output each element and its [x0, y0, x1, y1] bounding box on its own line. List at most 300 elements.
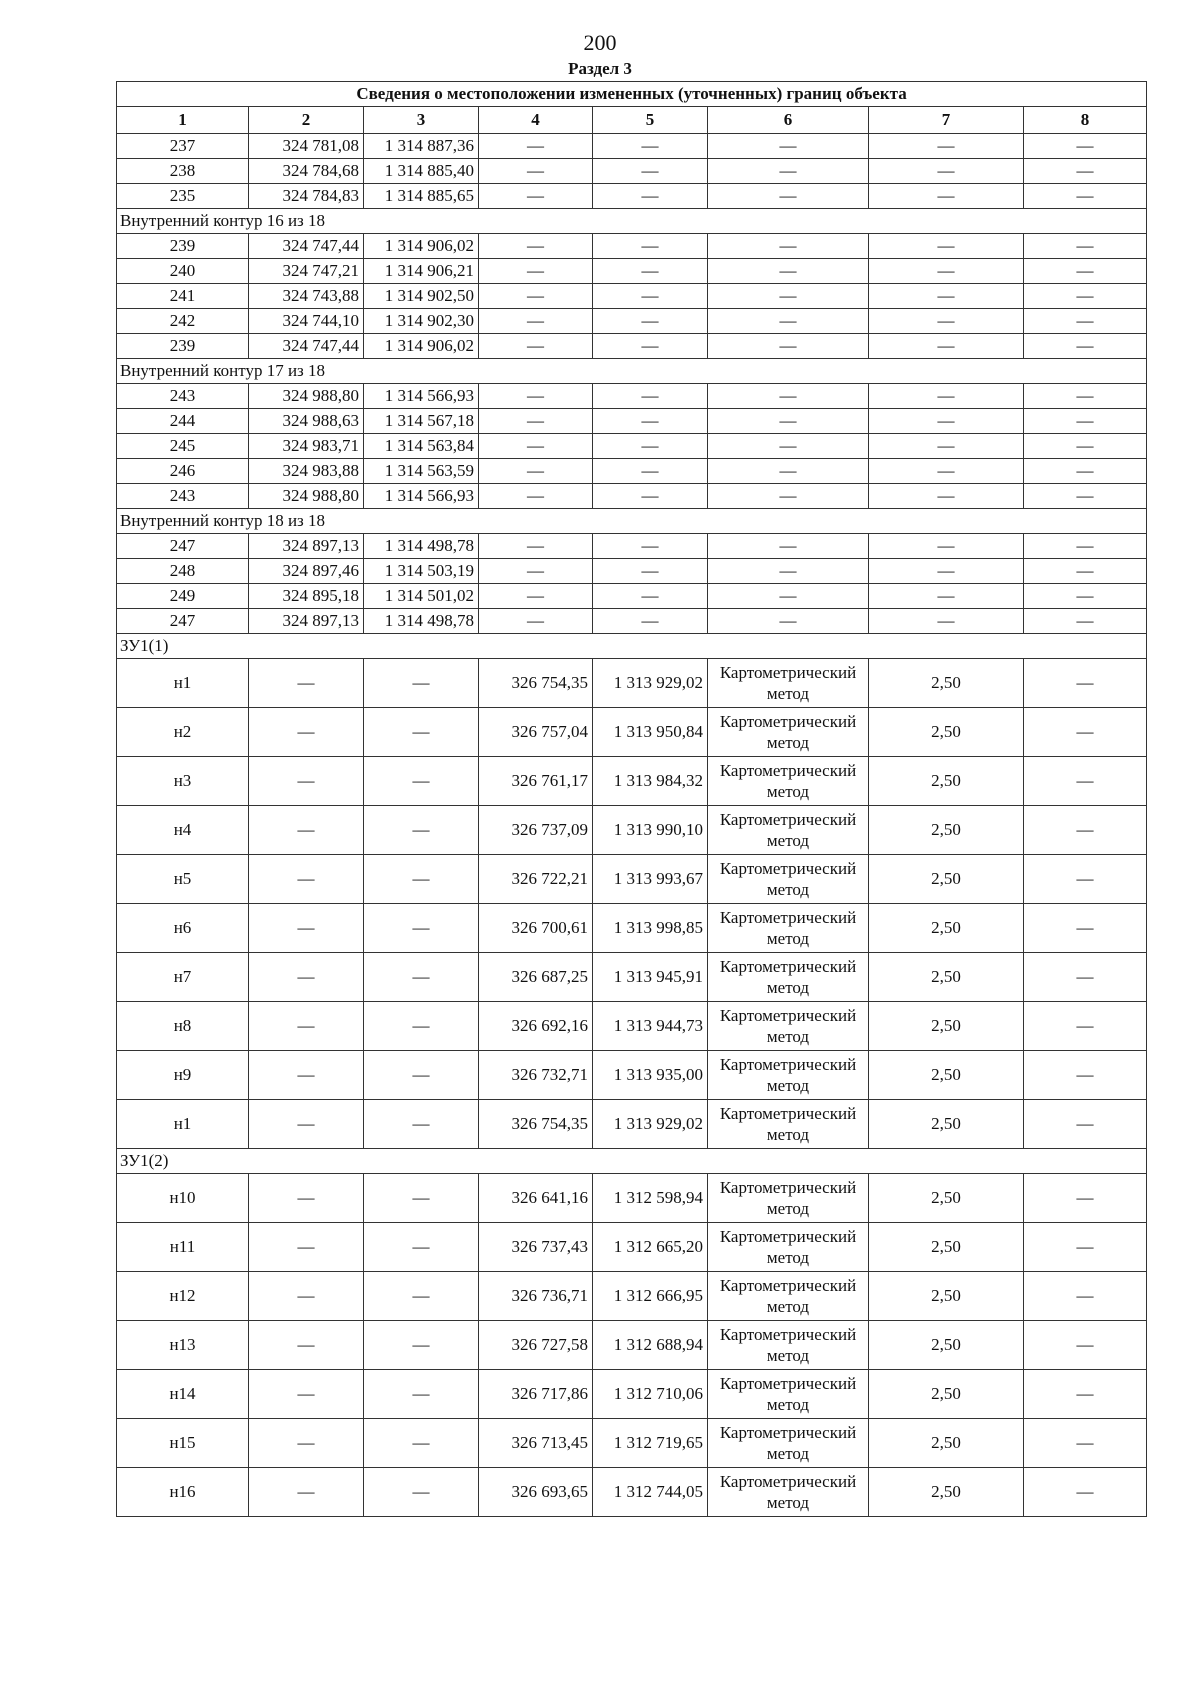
table-cell-col-8: —: [1024, 1468, 1147, 1517]
table-row: [117, 1051, 1147, 1100]
table-cell-col-2: 324 988,80: [249, 484, 364, 509]
column-number: 5: [593, 107, 708, 134]
table-cell-col-3: —: [364, 1419, 479, 1468]
table-cell-col-2: —: [249, 1272, 364, 1321]
table-cell-col-3: 1 314 906,02: [364, 234, 479, 259]
table-cell-col-6: —: [708, 609, 869, 634]
table-cell-col-3: —: [364, 1051, 479, 1100]
table-cell-col-3: 1 314 563,84: [364, 434, 479, 459]
table-cell-col-3: 1 314 906,02: [364, 334, 479, 359]
table-cell-col-4: —: [479, 134, 593, 159]
table-cell-col-1: н9: [117, 1051, 249, 1100]
table-cell-col-4: 326 736,71: [479, 1272, 593, 1321]
contour-heading: Внутренний контур 17 из 18: [117, 359, 1147, 384]
table-cell-col-8: —: [1024, 534, 1147, 559]
table-cell-col-3: 1 314 902,30: [364, 309, 479, 334]
table-cell-col-1: 235: [117, 184, 249, 209]
table-cell-col-2: 324 747,21: [249, 259, 364, 284]
table-cell-col-6: —: [708, 434, 869, 459]
table-cell-col-5: —: [593, 484, 708, 509]
table-cell-col-1: н8: [117, 1002, 249, 1051]
table-cell-col-1: 247: [117, 609, 249, 634]
table-row: [117, 1468, 1147, 1517]
table-cell-col-7: —: [869, 584, 1024, 609]
contour-heading-row: [117, 1149, 1147, 1174]
table-cell-col-3: —: [364, 1100, 479, 1149]
table-cell-col-8: —: [1024, 159, 1147, 184]
table-row: [117, 309, 1147, 334]
table-cell-col-5: —: [593, 609, 708, 634]
table-cell-col-2: 324 897,13: [249, 534, 364, 559]
table-row: [117, 559, 1147, 584]
table-cell-col-4: 326 717,86: [479, 1370, 593, 1419]
table-cell-col-8: —: [1024, 1223, 1147, 1272]
table-cell-col-3: 1 314 566,93: [364, 484, 479, 509]
table-cell-col-7: —: [869, 134, 1024, 159]
table-row: [117, 1174, 1147, 1223]
table-cell-col-3: —: [364, 1174, 479, 1223]
table-cell-col-2: 324 897,46: [249, 559, 364, 584]
table-cell-col-7: 2,50: [869, 1051, 1024, 1100]
table-cell-col-8: —: [1024, 1370, 1147, 1419]
table-cell-col-7: —: [869, 559, 1024, 584]
table-cell-col-4: 326 737,09: [479, 806, 593, 855]
table-cell-col-2: —: [249, 659, 364, 708]
table-cell-col-7: —: [869, 334, 1024, 359]
table-cell-col-6: Картометрический метод: [708, 757, 869, 806]
table-cell-col-6: Картометрический метод: [708, 1223, 869, 1272]
table-cell-col-4: 326 692,16: [479, 1002, 593, 1051]
table-cell-col-8: —: [1024, 1174, 1147, 1223]
table-cell-col-4: —: [479, 484, 593, 509]
table-cell-col-5: 1 313 950,84: [593, 708, 708, 757]
table-cell-col-1: н3: [117, 757, 249, 806]
table-cell-col-4: —: [479, 584, 593, 609]
table-cell-col-1: н15: [117, 1419, 249, 1468]
table-cell-col-7: 2,50: [869, 1223, 1024, 1272]
table-cell-col-7: —: [869, 459, 1024, 484]
table-cell-col-1: 243: [117, 484, 249, 509]
table-cell-col-1: н11: [117, 1223, 249, 1272]
table-cell-col-3: —: [364, 659, 479, 708]
table-cell-col-3: —: [364, 1223, 479, 1272]
table-cell-col-4: —: [479, 159, 593, 184]
table-cell-col-4: —: [479, 334, 593, 359]
table-cell-col-6: Картометрический метод: [708, 806, 869, 855]
table-cell-col-2: 324 784,83: [249, 184, 364, 209]
table-cell-col-4: 326 732,71: [479, 1051, 593, 1100]
table-row: [117, 334, 1147, 359]
contour-heading-row: [117, 509, 1147, 534]
table-cell-col-5: —: [593, 184, 708, 209]
column-number: 7: [869, 107, 1024, 134]
table-cell-col-5: 1 313 945,91: [593, 953, 708, 1002]
table-cell-col-3: —: [364, 953, 479, 1002]
table-cell-col-7: 2,50: [869, 659, 1024, 708]
table-cell-col-3: 1 314 563,59: [364, 459, 479, 484]
table-cell-col-7: 2,50: [869, 904, 1024, 953]
table-cell-col-5: 1 313 984,32: [593, 757, 708, 806]
table-row: [117, 159, 1147, 184]
contour-heading-row: [117, 209, 1147, 234]
table-cell-col-5: 1 312 719,65: [593, 1419, 708, 1468]
table-cell-col-6: Картометрический метод: [708, 1272, 869, 1321]
column-number: 8: [1024, 107, 1147, 134]
table-cell-col-3: 1 314 887,36: [364, 134, 479, 159]
table-cell-col-6: —: [708, 159, 869, 184]
table-cell-col-6: Картометрический метод: [708, 904, 869, 953]
table-cell-col-1: 241: [117, 284, 249, 309]
table-cell-col-3: 1 314 567,18: [364, 409, 479, 434]
table-cell-col-7: 2,50: [869, 953, 1024, 1002]
table-cell-col-6: —: [708, 409, 869, 434]
table-cell-col-6: Картометрический метод: [708, 855, 869, 904]
table-cell-col-4: 326 761,17: [479, 757, 593, 806]
table-cell-col-8: —: [1024, 1419, 1147, 1468]
table-cell-col-8: —: [1024, 1100, 1147, 1149]
table-cell-col-7: —: [869, 234, 1024, 259]
table-cell-col-6: —: [708, 184, 869, 209]
table-cell-col-2: —: [249, 1174, 364, 1223]
table-cell-col-8: —: [1024, 484, 1147, 509]
table-cell-col-7: —: [869, 259, 1024, 284]
table-cell-col-8: —: [1024, 609, 1147, 634]
table-cell-col-1: 245: [117, 434, 249, 459]
table-cell-col-5: 1 313 998,85: [593, 904, 708, 953]
table-cell-col-2: —: [249, 1100, 364, 1149]
table-row: [117, 904, 1147, 953]
table-cell-col-1: н6: [117, 904, 249, 953]
table-cell-col-8: —: [1024, 259, 1147, 284]
table-cell-col-1: н16: [117, 1468, 249, 1517]
table-row: [117, 284, 1147, 309]
table-cell-col-3: 1 314 885,65: [364, 184, 479, 209]
table-cell-col-1: 239: [117, 334, 249, 359]
table-cell-col-7: —: [869, 484, 1024, 509]
table-cell-col-8: —: [1024, 184, 1147, 209]
table-cell-col-2: —: [249, 1223, 364, 1272]
table-cell-col-7: —: [869, 159, 1024, 184]
table-cell-col-5: 1 312 710,06: [593, 1370, 708, 1419]
table-cell-col-4: —: [479, 534, 593, 559]
table-cell-col-5: 1 313 990,10: [593, 806, 708, 855]
table-cell-col-5: 1 313 929,02: [593, 659, 708, 708]
table-cell-col-8: —: [1024, 757, 1147, 806]
column-number: 3: [364, 107, 479, 134]
table-cell-col-5: 1 312 688,94: [593, 1321, 708, 1370]
table-cell-col-4: —: [479, 434, 593, 459]
table-cell-col-8: —: [1024, 284, 1147, 309]
table-cell-col-5: —: [593, 234, 708, 259]
contour-heading-row: [117, 359, 1147, 384]
table-cell-col-1: н2: [117, 708, 249, 757]
table-cell-col-3: 1 314 906,21: [364, 259, 479, 284]
table-cell-col-5: —: [593, 134, 708, 159]
table-cell-col-1: н10: [117, 1174, 249, 1223]
table-row: [117, 259, 1147, 284]
table-cell-col-8: —: [1024, 1002, 1147, 1051]
table-cell-col-6: —: [708, 384, 869, 409]
table-row: [117, 855, 1147, 904]
table-cell-col-6: Картометрический метод: [708, 1100, 869, 1149]
table-cell-col-5: 1 312 744,05: [593, 1468, 708, 1517]
table-cell-col-4: 326 713,45: [479, 1419, 593, 1468]
table-caption: Сведения о местоположении измененных (уточненных) границ объекта: [117, 82, 1147, 107]
table-cell-col-1: 248: [117, 559, 249, 584]
table-cell-col-2: 324 747,44: [249, 334, 364, 359]
table-cell-col-8: —: [1024, 334, 1147, 359]
table-cell-col-2: —: [249, 1419, 364, 1468]
table-cell-col-2: 324 895,18: [249, 584, 364, 609]
table-cell-col-4: —: [479, 409, 593, 434]
table-cell-col-3: 1 314 498,78: [364, 609, 479, 634]
table-cell-col-8: —: [1024, 659, 1147, 708]
table-cell-col-4: 326 722,21: [479, 855, 593, 904]
table-cell-col-7: 2,50: [869, 1100, 1024, 1149]
table-cell-col-8: —: [1024, 234, 1147, 259]
table-cell-col-6: Картометрический метод: [708, 953, 869, 1002]
table-cell-col-4: —: [479, 609, 593, 634]
table-cell-col-5: —: [593, 459, 708, 484]
table-cell-col-1: н1: [117, 659, 249, 708]
table-row: [117, 1272, 1147, 1321]
table-cell-col-7: —: [869, 534, 1024, 559]
table-cell-col-5: —: [593, 584, 708, 609]
table-cell-col-3: —: [364, 1321, 479, 1370]
table-cell-col-2: 324 747,44: [249, 234, 364, 259]
table-cell-col-4: —: [479, 559, 593, 584]
table-row: [117, 534, 1147, 559]
table-cell-col-5: —: [593, 309, 708, 334]
table-cell-col-7: —: [869, 184, 1024, 209]
boundary-coordinates-table: [116, 81, 1147, 1517]
table-cell-col-8: —: [1024, 1272, 1147, 1321]
table-row: [117, 484, 1147, 509]
table-cell-col-4: 326 641,16: [479, 1174, 593, 1223]
table-cell-col-1: 243: [117, 384, 249, 409]
table-cell-col-5: 1 312 598,94: [593, 1174, 708, 1223]
table-cell-col-2: —: [249, 1002, 364, 1051]
table-row: [117, 584, 1147, 609]
column-number-row: [117, 107, 1147, 134]
table-cell-col-3: —: [364, 757, 479, 806]
contour-heading: Внутренний контур 18 из 18: [117, 509, 1147, 534]
table-cell-col-5: 1 312 665,20: [593, 1223, 708, 1272]
table-cell-col-4: 326 754,35: [479, 1100, 593, 1149]
table-cell-col-1: н12: [117, 1272, 249, 1321]
table-cell-col-3: —: [364, 708, 479, 757]
table-row: [117, 1370, 1147, 1419]
table-row: [117, 609, 1147, 634]
table-cell-col-6: —: [708, 534, 869, 559]
table-cell-col-7: 2,50: [869, 855, 1024, 904]
table-cell-col-7: 2,50: [869, 1272, 1024, 1321]
table-cell-col-7: 2,50: [869, 757, 1024, 806]
table-cell-col-6: Картометрический метод: [708, 1051, 869, 1100]
table-cell-col-8: —: [1024, 904, 1147, 953]
table-cell-col-8: —: [1024, 134, 1147, 159]
table-cell-col-4: —: [479, 234, 593, 259]
table-cell-col-5: 1 313 935,00: [593, 1051, 708, 1100]
table-cell-col-8: —: [1024, 1321, 1147, 1370]
table-cell-col-8: —: [1024, 806, 1147, 855]
table-cell-col-8: —: [1024, 1051, 1147, 1100]
table-cell-col-3: —: [364, 1002, 479, 1051]
table-cell-col-8: —: [1024, 384, 1147, 409]
table-caption-row: [117, 82, 1147, 107]
table-cell-col-4: —: [479, 259, 593, 284]
table-cell-col-1: н5: [117, 855, 249, 904]
table-cell-col-4: 326 687,25: [479, 953, 593, 1002]
table-row: [117, 1419, 1147, 1468]
table-cell-col-6: Картометрический метод: [708, 659, 869, 708]
table-cell-col-1: 244: [117, 409, 249, 434]
table-cell-col-5: 1 313 929,02: [593, 1100, 708, 1149]
table-cell-col-5: —: [593, 284, 708, 309]
table-row: [117, 184, 1147, 209]
table-cell-col-1: 246: [117, 459, 249, 484]
table-row: [117, 708, 1147, 757]
table-cell-col-3: 1 314 501,02: [364, 584, 479, 609]
table-cell-col-5: 1 312 666,95: [593, 1272, 708, 1321]
table-row: [117, 1223, 1147, 1272]
table-row: [117, 134, 1147, 159]
table-cell-col-2: —: [249, 1321, 364, 1370]
table-cell-col-3: 1 314 503,19: [364, 559, 479, 584]
table-cell-col-2: 324 784,68: [249, 159, 364, 184]
table-cell-col-8: —: [1024, 459, 1147, 484]
table-cell-col-7: —: [869, 309, 1024, 334]
table-cell-col-2: 324 744,10: [249, 309, 364, 334]
table-row: [117, 806, 1147, 855]
table-cell-col-3: 1 314 498,78: [364, 534, 479, 559]
table-cell-col-2: —: [249, 904, 364, 953]
table-cell-col-7: 2,50: [869, 1370, 1024, 1419]
table-cell-col-5: 1 313 944,73: [593, 1002, 708, 1051]
table-cell-col-4: 326 700,61: [479, 904, 593, 953]
table-cell-col-1: 238: [117, 159, 249, 184]
table-cell-col-5: —: [593, 259, 708, 284]
table-cell-col-2: —: [249, 757, 364, 806]
table-cell-col-7: 2,50: [869, 1002, 1024, 1051]
table-cell-col-4: 326 757,04: [479, 708, 593, 757]
table-cell-col-2: 324 983,88: [249, 459, 364, 484]
table-cell-col-2: —: [249, 953, 364, 1002]
table-cell-col-7: 2,50: [869, 1174, 1024, 1223]
table-cell-col-3: 1 314 902,50: [364, 284, 479, 309]
table-cell-col-4: —: [479, 184, 593, 209]
table-cell-col-4: —: [479, 384, 593, 409]
table-cell-col-8: —: [1024, 409, 1147, 434]
table-cell-col-7: —: [869, 284, 1024, 309]
table-cell-col-3: —: [364, 1272, 479, 1321]
table-cell-col-5: 1 313 993,67: [593, 855, 708, 904]
table-cell-col-4: —: [479, 459, 593, 484]
table-cell-col-2: —: [249, 1370, 364, 1419]
table-cell-col-2: 324 988,63: [249, 409, 364, 434]
table-row: [117, 1100, 1147, 1149]
table-cell-col-6: Картометрический метод: [708, 1419, 869, 1468]
table-cell-col-2: —: [249, 855, 364, 904]
table-row: [117, 409, 1147, 434]
table-cell-col-1: 249: [117, 584, 249, 609]
table-cell-col-3: —: [364, 904, 479, 953]
table-row: [117, 459, 1147, 484]
table-cell-col-7: 2,50: [869, 1321, 1024, 1370]
table-cell-col-6: —: [708, 234, 869, 259]
table-row: [117, 434, 1147, 459]
table-cell-col-3: —: [364, 1370, 479, 1419]
table-cell-col-2: —: [249, 806, 364, 855]
contour-heading: ЗУ1(1): [117, 634, 1147, 659]
column-number: 6: [708, 107, 869, 134]
table-cell-col-7: 2,50: [869, 806, 1024, 855]
table-cell-col-1: 237: [117, 134, 249, 159]
table-row: [117, 384, 1147, 409]
table-cell-col-6: —: [708, 259, 869, 284]
table-cell-col-7: 2,50: [869, 1468, 1024, 1517]
table-cell-col-3: —: [364, 855, 479, 904]
table-cell-col-7: —: [869, 384, 1024, 409]
table-cell-col-3: —: [364, 1468, 479, 1517]
section-title: Раздел 3: [568, 59, 632, 78]
table-row: [117, 757, 1147, 806]
table-cell-col-5: —: [593, 434, 708, 459]
table-cell-col-1: 240: [117, 259, 249, 284]
column-number: 4: [479, 107, 593, 134]
table-cell-col-6: Картометрический метод: [708, 708, 869, 757]
table-cell-col-2: 324 988,80: [249, 384, 364, 409]
table-cell-col-1: н14: [117, 1370, 249, 1419]
table-cell-col-4: —: [479, 309, 593, 334]
table-row: [117, 953, 1147, 1002]
table-cell-col-6: —: [708, 459, 869, 484]
table-cell-col-8: —: [1024, 559, 1147, 584]
table-cell-col-6: —: [708, 484, 869, 509]
table-cell-col-2: 324 781,08: [249, 134, 364, 159]
table-cell-col-6: —: [708, 134, 869, 159]
table-cell-col-2: 324 897,13: [249, 609, 364, 634]
table-cell-col-5: —: [593, 159, 708, 184]
table-cell-col-4: 326 737,43: [479, 1223, 593, 1272]
table-cell-col-6: Картометрический метод: [708, 1468, 869, 1517]
table-cell-col-5: —: [593, 384, 708, 409]
contour-heading-row: [117, 634, 1147, 659]
table-cell-col-1: н4: [117, 806, 249, 855]
table-cell-col-6: —: [708, 334, 869, 359]
contour-heading: ЗУ1(2): [117, 1149, 1147, 1174]
table-cell-col-8: —: [1024, 309, 1147, 334]
table-body: [117, 82, 1147, 1517]
table-cell-col-8: —: [1024, 708, 1147, 757]
table-cell-col-3: 1 314 566,93: [364, 384, 479, 409]
column-number: 2: [249, 107, 364, 134]
table-cell-col-8: —: [1024, 953, 1147, 1002]
table-cell-col-7: —: [869, 409, 1024, 434]
table-cell-col-3: —: [364, 806, 479, 855]
table-cell-col-4: 326 693,65: [479, 1468, 593, 1517]
table-cell-col-1: н13: [117, 1321, 249, 1370]
table-cell-col-5: —: [593, 559, 708, 584]
table-cell-col-7: 2,50: [869, 1419, 1024, 1468]
table-cell-col-1: 242: [117, 309, 249, 334]
table-cell-col-6: Картометрический метод: [708, 1370, 869, 1419]
table-cell-col-2: —: [249, 708, 364, 757]
table-cell-col-6: Картометрический метод: [708, 1321, 869, 1370]
column-number: 1: [117, 107, 249, 134]
table-cell-col-8: —: [1024, 584, 1147, 609]
table-cell-col-6: —: [708, 584, 869, 609]
